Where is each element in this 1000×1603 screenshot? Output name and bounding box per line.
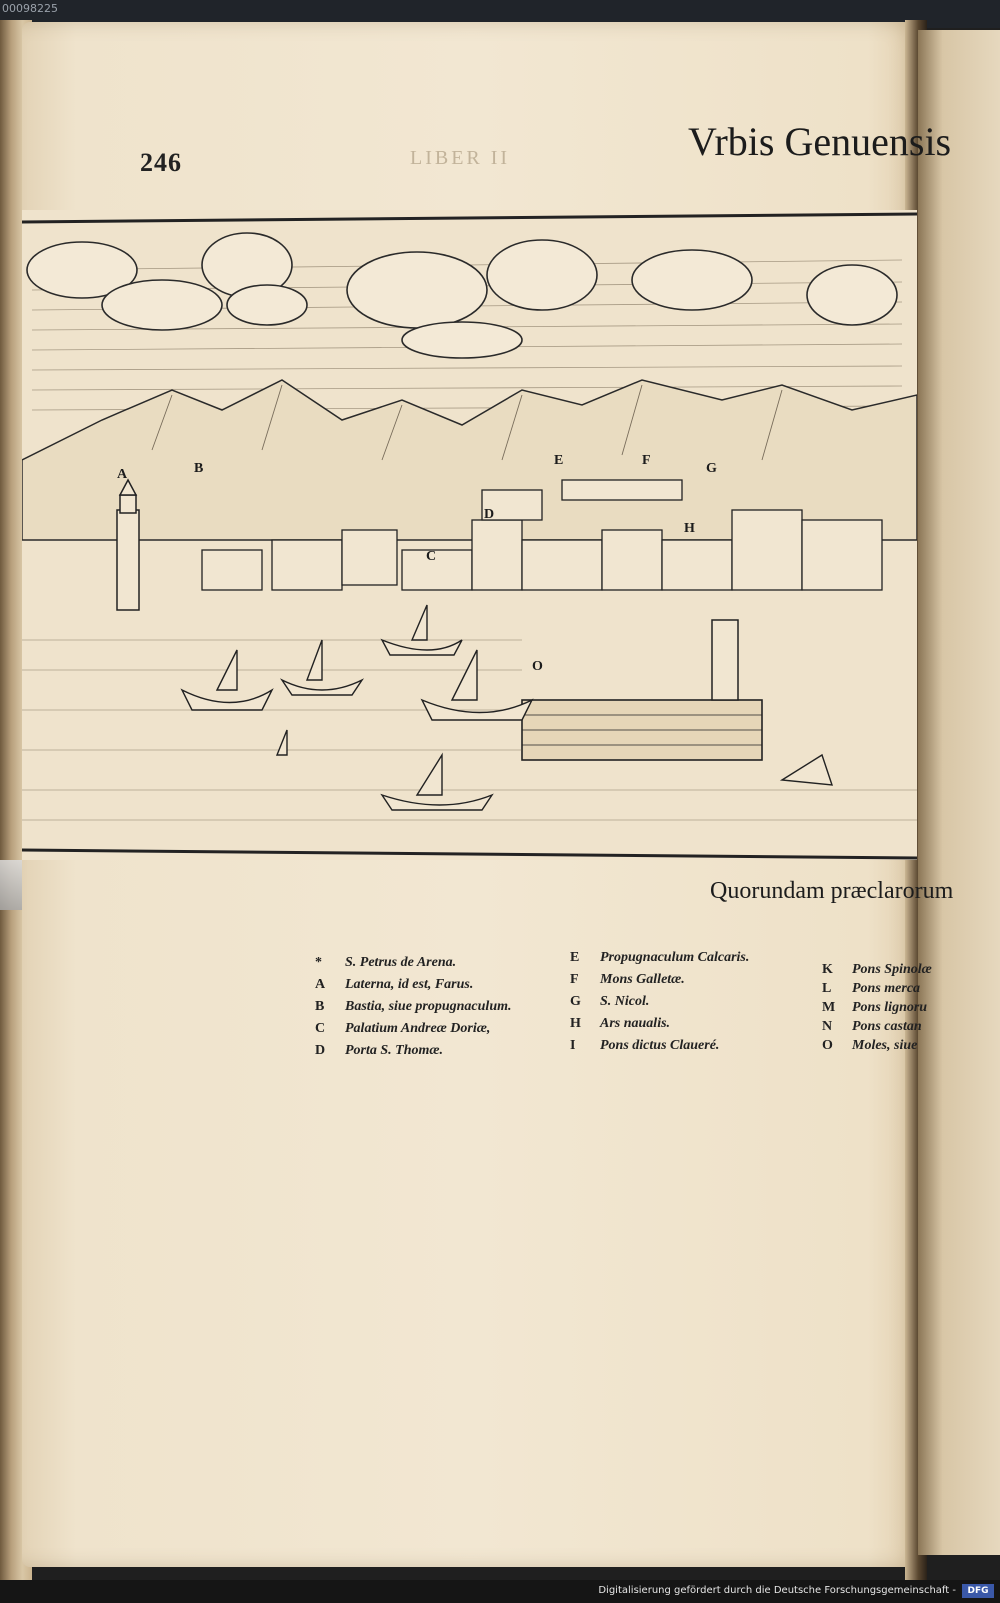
legend-text: Pons merca (852, 981, 921, 996)
woodcut-label-b: B (194, 461, 204, 476)
page-number: 246 (140, 148, 182, 177)
legend-item (570, 1038, 749, 1060)
legend-key: L (822, 981, 832, 996)
legend-item (315, 1021, 512, 1043)
legend-item (570, 994, 749, 1016)
legend-key: M (822, 1000, 836, 1015)
legend-text: Pons lignoru (852, 1000, 928, 1015)
legend-text: Palatium Andreæ Doriæ, (345, 1021, 491, 1036)
page-title: Vrbis Genuensis (688, 119, 952, 164)
legend-item (315, 977, 512, 999)
legend-item (570, 972, 749, 994)
legend-item (822, 1019, 932, 1038)
woodcut-svg (22, 210, 917, 860)
legend-item (570, 950, 749, 972)
legend-text: Pons Spinolæ (852, 962, 932, 977)
legend-column-2 (570, 950, 749, 1060)
woodcut-label-a: A (117, 467, 128, 482)
legend-item (822, 1038, 932, 1057)
legend-key: H (570, 1016, 581, 1031)
woodcut-label-o: O (532, 659, 543, 674)
legend-key: F (570, 972, 579, 987)
legend-key: N (822, 1019, 833, 1034)
legend-key: * (315, 955, 322, 970)
legend-key: G (570, 994, 581, 1009)
legend-text: Moles, siue (852, 1038, 918, 1053)
facing-page-edge (918, 30, 1000, 1555)
footer-credit: Digitalisierung gefördert durch die Deutsche Forschungsgemeinschaft - (598, 1585, 956, 1596)
legend-key: K (822, 962, 833, 977)
legend-item (822, 981, 932, 1000)
digitization-footer (0, 1580, 1000, 1603)
legend-key: E (570, 950, 580, 965)
legend-column-1 (315, 955, 512, 1065)
genoa-woodcut-illustration (22, 210, 917, 860)
legend-item (822, 962, 932, 981)
legend-key: I (570, 1038, 576, 1053)
woodcut-label-d: D (484, 507, 495, 522)
woodcut-label-g: G (706, 461, 717, 476)
legend-item (822, 1000, 932, 1019)
legend-text: Pons dictus Claueré. (600, 1038, 720, 1053)
legend-item (315, 999, 512, 1021)
legend-text: Propugnaculum Calcaris. (600, 950, 750, 965)
legend-text: Bastia, siue propugnaculum. (345, 999, 512, 1014)
woodcut-label-f: F (642, 453, 651, 468)
legend-text: Laterna, id est, Farus. (345, 977, 474, 992)
legend-caption: Quorundam præclarorum (710, 878, 954, 904)
legend-key: O (822, 1038, 833, 1053)
legend-text: Pons castan (852, 1019, 922, 1034)
legend-item (315, 1043, 512, 1065)
running-head: LIBER II (410, 147, 511, 169)
dfg-logo-icon: DFG (962, 1584, 994, 1598)
legend-key: B (315, 999, 325, 1014)
legend-column-3 (822, 962, 932, 1057)
woodcut-label-e: E (554, 453, 564, 468)
legend-text: S. Petrus de Arena. (345, 955, 457, 970)
legend-text: Ars naualis. (600, 1016, 671, 1031)
legend-text: Porta S. Thomæ. (345, 1043, 444, 1058)
woodcut-label-c: C (426, 549, 437, 564)
woodcut-label-h: H (684, 521, 695, 536)
legend-item (315, 955, 512, 977)
legend-text: Mons Galletæ. (600, 972, 685, 987)
legend-item (570, 1016, 749, 1038)
legend-text: S. Nicol. (600, 994, 650, 1009)
legend-key: A (315, 977, 326, 992)
legend-key: D (315, 1043, 326, 1058)
scan-id: 00098225 (2, 2, 58, 15)
legend-key: C (315, 1021, 326, 1036)
